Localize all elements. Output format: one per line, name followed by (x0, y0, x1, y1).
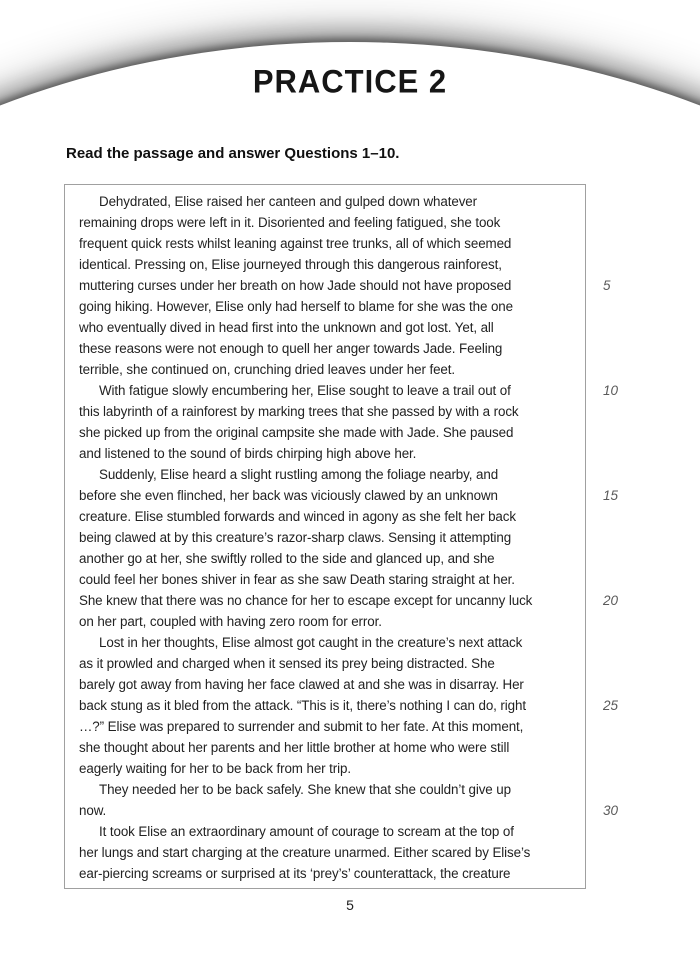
passage-line: before she even flinched, her back was viciously clawed by an unknown (79, 488, 498, 503)
passage-line: back stung as it bled from the attack. “This is it, there’s nothing I can do, right (79, 698, 526, 713)
line-number (603, 758, 639, 779)
passage-line: muttering curses under her breath on how Jade should not have proposed (79, 278, 512, 293)
passage-line: They needed her to be back safely. She knew that she couldn’t give up (99, 782, 511, 797)
passage-line: she thought about her parents and her little brother at home who were still (79, 740, 510, 755)
line-number (603, 737, 639, 758)
line-number (603, 842, 639, 863)
line-number (603, 506, 639, 527)
line-number (603, 611, 639, 632)
line-number (603, 548, 639, 569)
page-number: 5 (346, 897, 354, 913)
line-number (603, 653, 639, 674)
passage-line: terrible, she continued on, crunching dried leaves under her feet. (79, 362, 456, 377)
line-number (603, 233, 639, 254)
passage-line: going hiking. However, Elise only had herself to blame for she was the one (79, 299, 514, 314)
line-number (603, 674, 639, 695)
line-number (603, 191, 639, 212)
passage-line: her lungs and start charging at the creature unarmed. Either scared by Elise’s (79, 845, 531, 860)
passage-line: With fatigue slowly encumbering her, Elise sought to leave a trail out of (99, 383, 511, 398)
passage-box (64, 184, 586, 889)
passage-line: another go at her, she swiftly rolled to the side and glanced up, and she (79, 551, 495, 566)
line-number (603, 527, 639, 548)
line-number (603, 401, 639, 422)
line-number (603, 254, 639, 275)
passage-line: who eventually dived in head first into the unknown and got lost. Yet, all (79, 320, 494, 335)
passage-line: being clawed at by this creature’s razor-sharp claws. Sensing it attempting (79, 530, 512, 545)
passage-line: creature. Elise stumbled forwards and winced in agony as she felt her back (79, 509, 516, 524)
line-number (603, 338, 639, 359)
passage-line: identical. Pressing on, Elise journeyed through this dangerous rainforest, (79, 257, 502, 272)
passage-line: she picked up from the original campsite she made with Jade. She paused (79, 425, 514, 440)
line-number (603, 443, 639, 464)
passage-line: on her part, coupled with having zero room for error. (79, 614, 382, 629)
passage-line: this labyrinth of a rainforest by marking trees that she passed by with a rock (79, 404, 519, 419)
line-number: 15 (603, 488, 619, 503)
passage-line: barely got away from having her face clawed at and she was in disarray. Her (79, 677, 524, 692)
passage-line: these reasons were not enough to quell her anger towards Jade. Feeling (79, 341, 503, 356)
passage-lines (79, 191, 571, 884)
line-number: 5 (603, 278, 611, 293)
line-number: 30 (603, 803, 619, 818)
line-number (603, 821, 639, 842)
line-number (603, 716, 639, 737)
passage-line: frequent quick rests whilst leaning against tree trunks, all of which seemed (79, 236, 512, 251)
passage-line: as it prowled and charged when it sensed its prey being distracted. She (79, 656, 495, 671)
line-number (603, 779, 639, 800)
line-number (603, 359, 639, 380)
line-number (603, 212, 639, 233)
page-title: PRACTICE 2 (252, 63, 448, 100)
line-number (603, 464, 639, 485)
line-number: 25 (603, 698, 619, 713)
passage-line: Lost in her thoughts, Elise almost got caught in the creature’s next attack (99, 635, 523, 650)
passage-line: ear-piercing screams or surprised at its ‘prey’s’ counterattack, the creature (79, 866, 511, 881)
passage-line: and listened to the sound of birds chirping high above her. (79, 446, 417, 461)
line-number: 20 (603, 593, 619, 608)
line-number (603, 317, 639, 338)
passage-line: now. (79, 803, 107, 818)
instruction-text: Read the passage and answer Questions 1–10. (66, 145, 400, 162)
passage-line: Suddenly, Elise heard a slight rustling among the foliage nearby, and (99, 467, 499, 482)
line-number (603, 632, 639, 653)
line-number-column (603, 191, 639, 884)
passage-line: remaining drops were left in it. Disoriented and feeling fatigued, she took (79, 215, 501, 230)
line-number (603, 296, 639, 317)
passage-line: …?” Elise was prepared to surrender and submit to her fate. At this moment, (79, 719, 524, 734)
line-number (603, 422, 639, 443)
line-number: 10 (603, 383, 619, 398)
passage-line: She knew that there was no chance for her to escape except for uncanny luck (79, 593, 533, 608)
passage-line: eagerly waiting for her to be back from her trip. (79, 761, 351, 776)
passage-line: It took Elise an extraordinary amount of courage to scream at the top of (99, 824, 514, 839)
passage-line: could feel her bones shiver in fear as she saw Death staring straight at her. (79, 572, 515, 587)
passage-line: Dehydrated, Elise raised her canteen and gulped down whatever (99, 194, 478, 209)
line-number (603, 863, 639, 884)
line-number (603, 569, 639, 590)
